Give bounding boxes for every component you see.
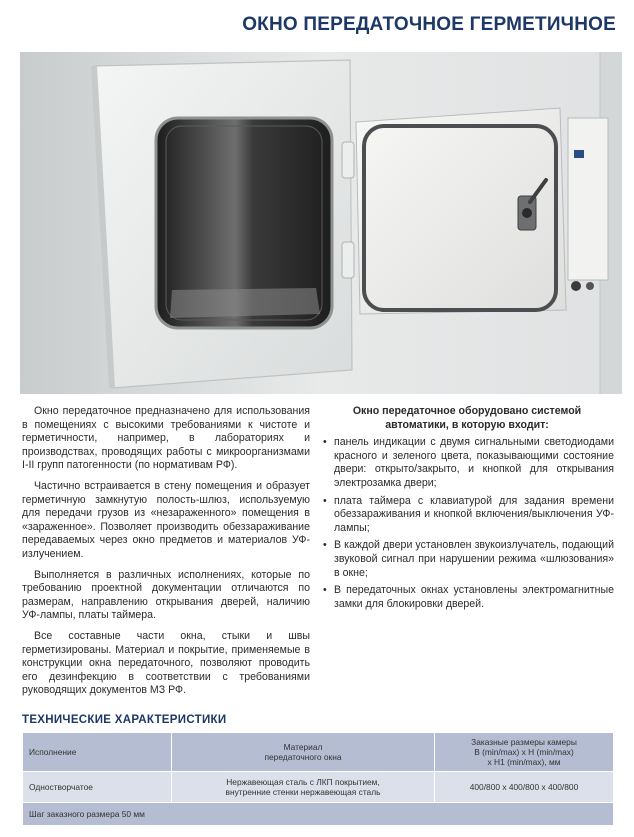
description-paragraph: Частично встраивается в стену помещения и образует герметичную замкнутую полость-шлюз, используемую для передачи грузов из «незараженного» помещения в «зараженное». Позволяет производить обеззараживание передаваемых через окно предметов и материалов УФ-излучением. [22, 479, 310, 560]
specs-footer-note: Шаг заказного размера 50 мм [23, 803, 614, 826]
automation-column [320, 405, 614, 615]
automation-list-item: • панель индикации с двумя сигнальными светодиодами красного и зеленого цвета, показывающими состояние двери: открыто/закрыто, и кнопкой для открывания электрозамка двери; [320, 436, 614, 490]
description-paragraph: Выполняется в различных исполнениях, которые по требованию проектной документации отличаются по размерам, направлению открывания дверей, наличию УФ-лампы, платы таймера. [22, 568, 310, 622]
automation-list [320, 436, 614, 611]
page-title: ОКНО ПЕРЕДАТОЧНОЕ ГЕРМЕТИЧНОЕ [242, 14, 616, 35]
table-row [23, 772, 614, 803]
automation-list-item: • плата таймера с клавиатурой для задания времени обеззараживания и кнопкой включения/выключения УФ-лампы; [320, 495, 614, 536]
automation-lead: Окно передаточное оборудовано системой автоматики, в которую входит: [352, 405, 582, 431]
automation-list-item: • В передаточных окнах установлены электромагнитные замки для блокировки дверей. [320, 584, 614, 611]
product-photo [20, 52, 622, 394]
specs-cell-sizes: 400/800 х 400/800 х 400/800 [435, 772, 614, 803]
specs-cell-execution: Одностворчатое [23, 772, 172, 803]
specs-header-row [23, 733, 614, 772]
specs-header-execution: Исполнение [23, 733, 172, 772]
pass-box-illustration [20, 52, 622, 394]
description-paragraph: Все составные части окна, стыки и швы герметизированы. Материал и покрытие, применяемые в конструкции окна передаточного, позволяют проводить его дезинфекцию в соответствии с требованиями руководящих документов МЗ РФ. [22, 629, 310, 697]
specs-cell-material: Нержавеющая сталь с ЛКП покрытием, внутренние стенки нержавеющая сталь [172, 772, 435, 803]
specs-header-sizes: Заказные размеры камеры В (min/max) x Н (min/max) x Н1 (min/max), мм [435, 733, 614, 772]
automation-list-item: • В каждой двери установлен звукоизлучатель, подающий звуковой сигнал при нарушении режима «шлюзования» в окне; [320, 539, 614, 580]
specs-header-material: Материал передаточного окна [172, 733, 435, 772]
table-row [23, 803, 614, 826]
description-paragraph: Окно передаточное предназначено для использования в помещениях с высокими требованиями к чистоте и герметичности, например, в лабораториях и производствах, проводящих работы с микроорганизмами I-II групп патогенности (по нормативам РФ). [22, 405, 310, 472]
specs-title: ТЕХНИЧЕСКИЕ ХАРАКТЕРИСТИКИ [22, 714, 227, 726]
specs-table [22, 732, 614, 826]
description-column [22, 405, 310, 705]
